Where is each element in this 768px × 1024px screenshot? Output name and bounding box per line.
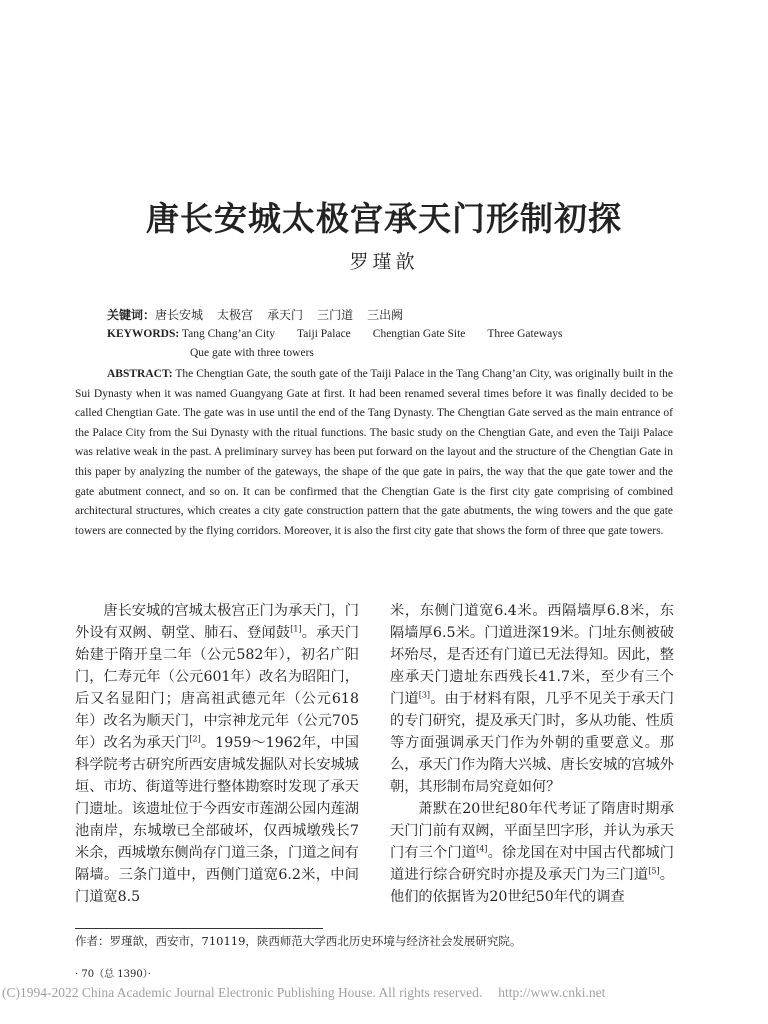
copyright-text: (C)1994-2022 China Academic Journal Electronic Publishing House. All rights reserved. [2, 985, 483, 1000]
keyword-cn: 承天门 [267, 308, 304, 322]
keywords-cn [107, 306, 417, 323]
body-paragraph [390, 600, 674, 798]
keyword-en: Taiji Palace [296, 328, 351, 340]
body-paragraph [390, 798, 674, 908]
abstract [75, 365, 673, 541]
abstract-label: ABSTRACT: [107, 368, 173, 380]
body-text: 萧默在20世纪80年代考证了隋唐时期承天门门前有双阙，平面呈凹字形，并认为承天门有三个门道 [390, 801, 674, 861]
body-text: 米，东侧门道宽6.4米。西隔墙厚6.8米，东隔墙厚6.5米。门道进深19米。门址东侧被破坏殆尽，是否还有门道已无法得知。因此，整座承天门遗址东西残长41.7米，至少有三个门道 [390, 603, 674, 707]
body-text: 。由于材料有限，几乎不见关于承天门的专门研究，提及承天门时，多从功能、性质等方面强调承天门作为外朝的重要意义。那么，承天门作为隋大兴城、唐长安城的宫城外朝，其形制布局究竟如何？ [390, 691, 674, 795]
copyright-url[interactable]: http://www.cnki.net [498, 985, 606, 1000]
footnote-divider [75, 928, 323, 929]
citation-ref[interactable]: [2] [189, 734, 201, 744]
citation-ref[interactable]: [1] [290, 624, 302, 634]
keywords-en-line2 [190, 347, 314, 359]
keyword-en: Que gate with three towers [190, 347, 314, 359]
keywords-en [107, 328, 584, 340]
body-text: 。徐龙国在对中国古代都城门道进行综合研究时亦提及承天门为三门道 [390, 845, 674, 883]
body-text: 。1959～1962年，中国科学院考古研究所西安唐城发掘队对长安城城垣、市坊、街道等进行整体勘察时发现了承天门遗址。该遗址位于今西安市莲湖公园内莲湖池南岸，东城墩已全部破坏，仅西城墩残长7米余，西城墩东侧尚存门道三条，门道之间有隔墙。三条门道中，西侧门道宽6.2米，中间门道宽8.5 [75, 735, 359, 905]
body-text: 。他们的依据皆为20世纪50年代的调查 [390, 867, 674, 905]
author-footnote: 作者：罗瑾歆，西安市，710119，陕西师范大学西北历史环境与经济社会发展研究院。 [75, 934, 522, 948]
keyword-cn: 唐长安城 [155, 308, 204, 322]
keywords-cn-label: 关键词： [107, 308, 156, 322]
keyword-en: Three Gateways [487, 328, 563, 340]
body-text: 唐长安城的宫城太极宫正门为承天门，门外设有双阙、朝堂、肺石、登闻鼓 [75, 603, 359, 641]
citation-ref[interactable]: [4] [476, 844, 488, 854]
page-number: · 70（总 1390）· [75, 969, 151, 980]
paper-title: 唐长安城太极宫承天门形制初探 [146, 199, 622, 238]
citation-ref[interactable]: [5] [648, 866, 660, 876]
keyword-cn: 三门道 [317, 308, 354, 322]
keyword-en: Chengtian Gate Site [372, 328, 466, 340]
body-paragraph [75, 600, 359, 908]
body-column-left [75, 600, 359, 908]
keyword-cn: 三出阙 [367, 308, 404, 322]
author-name: 罗瑾歆 [349, 251, 419, 273]
keyword-cn: 太极宫 [217, 308, 254, 322]
citation-ref[interactable]: [3] [418, 690, 431, 700]
body-column-right [390, 600, 674, 908]
abstract-text: The Chengtian Gate, the south gate of the Taiji Palace in the Tang Chang’an City, was originally built in the Sui Dynasty when it was named Guangyang Gate at first. It had been renamed several times before it was finally decided to be called Chengtian Gate. The gate was in use until the end of the Tang Dynasty. The Chengtian Gate served as the main entrance of the Palace City from the Sui Dynasty with the ritual functions. The basic study on the Chengtian Gate, and even the Taiji Palace was relative weak in the past. A preliminary survey has been put forward on the layout and the structure of the Chengtian Gate in this paper by analyzing the number of the gateways, the shape of the que gate in pairs, the way that the que gate tower and the gate abutment connect, and so on. It can be confirmed that the Chengtian Gate is the first city gate comprising of combined architectural structures, which creates a city gate construction pattern that the gate abutments, the wing towers and the que gate towers are connected by the flying corridors. Moreover, it is also the first city gate that shows the form of three que gate towers. [75, 368, 673, 537]
copyright-line [2, 985, 605, 1001]
keywords-en-label: KEYWORDS: [107, 328, 180, 340]
body-text: 。承天门始建于隋开皇二年（公元582年），初名广阳门，仁寿元年（公元601年）改名为昭阳门，后又名显阳门；唐高祖武德元年（公元618年）改名为顺天门，中宗神龙元年（公元705年）改名为承天门 [75, 625, 359, 751]
keyword-en: Tang Chang’an City [181, 328, 275, 340]
